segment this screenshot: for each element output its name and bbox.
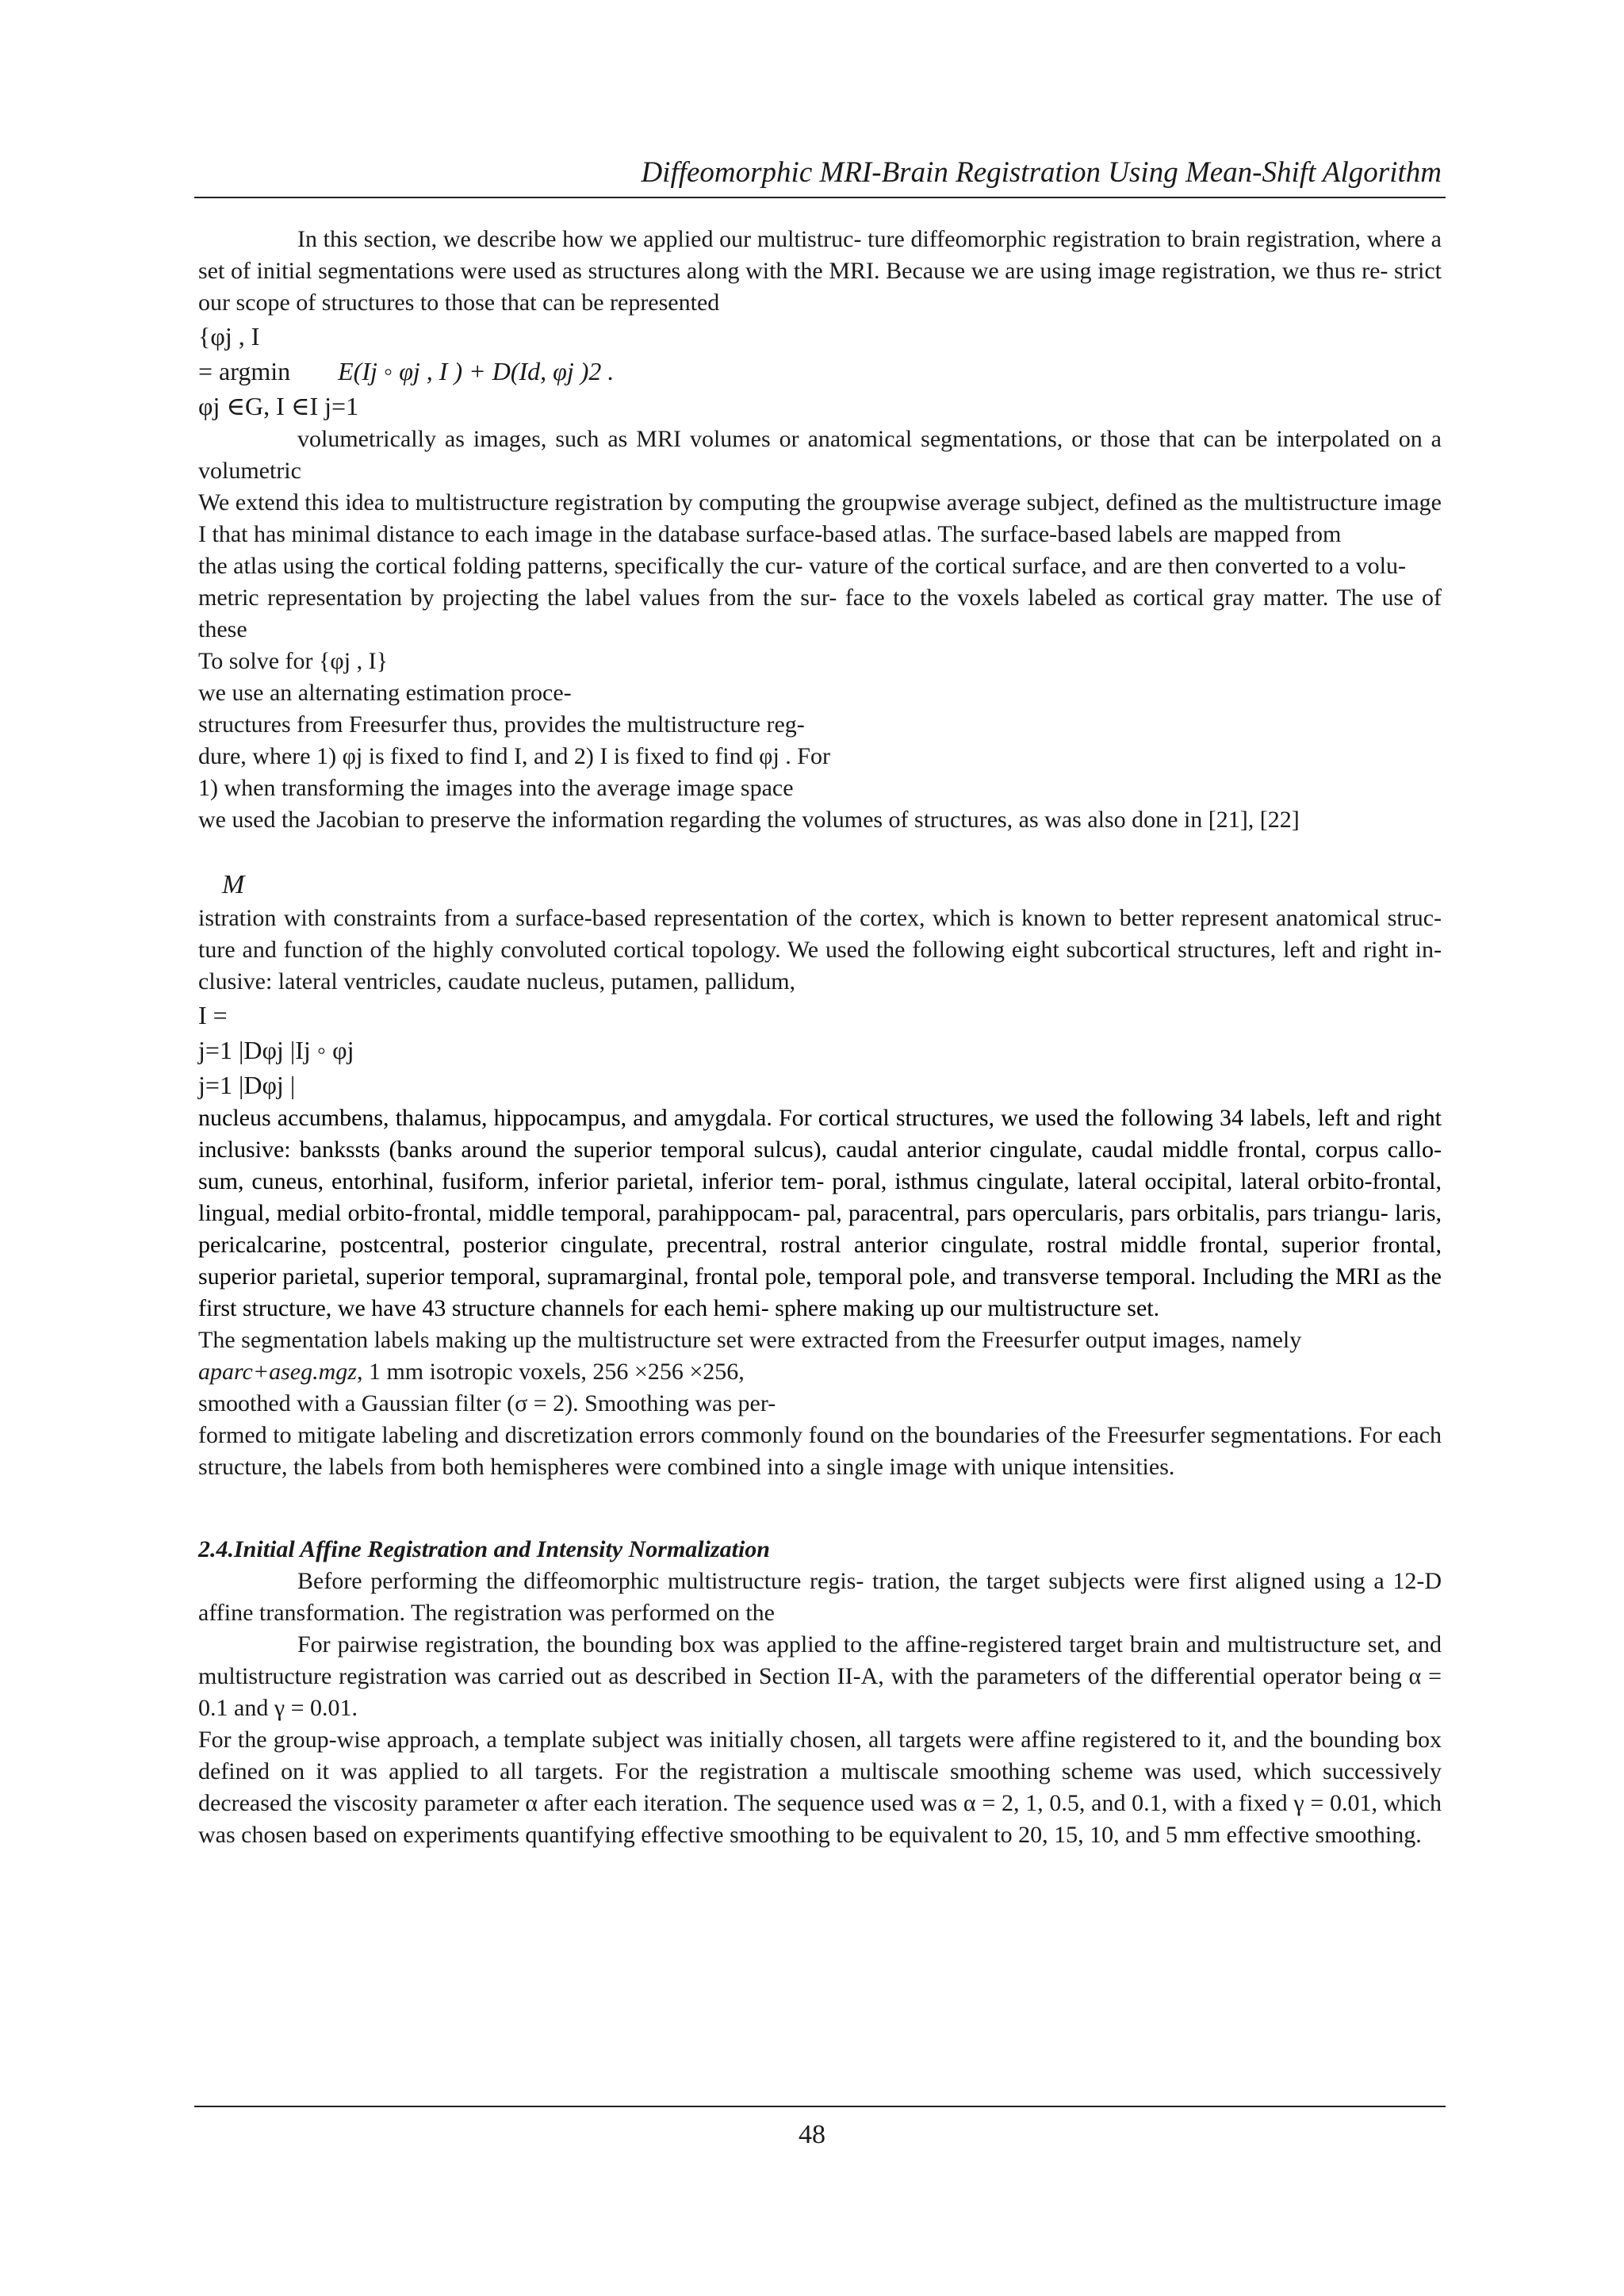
paragraph-atlas: the atlas using the cortical folding patterns, specifically the cur- vature of the cortical surface, and are then converted to a volu- xyxy=(198,553,1406,579)
equation-line-3: φj ∈G, I ∈I j=1 xyxy=(198,392,359,420)
section-heading: 2.4.Initial Affine Registration and Intensity Normalization xyxy=(198,1536,770,1562)
paragraph-pairwise: For pairwise registration, the bounding box was applied to the affine-registered target brain and multistructure set, and multistructure registration was carried out as described in Section II-A, with the parameters of the differential operator being α = 0.1 and γ = 0.01. xyxy=(198,1631,1442,1721)
paragraph-cortical-labels: nucleus accumbens, thalamus, hippocampus, and amygdala. For cortical structures, we used the following 34 labels, left and right inclusive: bankssts (banks around the superior temporal sulcus), caudal anterior cingulate, caudal middle frontal, corpus callo- sum, cuneus, entorhinal, fusiform, inferior parietal, inferior tem- poral, isthmus cingulate, lateral occipital, lateral orbito-frontal, lingual, medial orbito-frontal, middle temporal, parahippocam- pal, paracentral, pars opercularis, pars orbitalis, pars triangu- laris, pericalcarine, postcentral, posterior cingulate, precentral, rostral anterior cingulate, rostral middle frontal, superior frontal, superior parietal, superior temporal, supramarginal, frontal pole, temporal pole, and transverse temporal. Including the MRI as the first structure, we have 43 structure channels for each hemi- sphere making up our multistructure set. xyxy=(198,1105,1442,1321)
paragraph-affine: Before performing the diffeomorphic multistructure regis- tration, the target subjects were first aligned using a 12-D affine transformation. The registration was performed on the xyxy=(198,1568,1442,1626)
paragraph-mitigate: formed to mitigate labeling and discretization errors commonly found on the boundaries of the Freesurfer segmentations. For each structure, the labels from both hemispheres were combined into a single image with unique intensities. xyxy=(198,1422,1442,1480)
equation-average-line-3: j=1 |Dφj | xyxy=(198,1071,296,1099)
equation-average-line-1: I = xyxy=(198,1001,228,1029)
paragraph-procedure: dure, where 1) φj is fixed to find I, and 2) I is fixed to find φj . For xyxy=(198,743,830,769)
paragraph-groupwise: We extend this idea to multistructure registration by computing the groupwise average subject, defined as the multistructure image I that has minimal distance to each image in the database surface-based atlas. The surface-based labels are mapped from xyxy=(198,489,1442,547)
equation-average xyxy=(198,998,1442,1102)
header-rule xyxy=(194,197,1446,198)
paragraph-constraints: istration with constraints from a surface-based representation of the cortex, which is known to better represent anatomical struc- ture and function of the highly convoluted cortical topology. We used the following eight subcortical structures, left and right in- clusive: lateral ventricles, caudate nucleus, putamen, pallidum, xyxy=(198,905,1442,995)
paragraph-group-wise: For the group-wise approach, a template subject was initially chosen, all targets were affine registered to it, and the bounding box defined on it was applied to all targets. For the registration a multiscale smoothing scheme was used, which successively decreased the viscosity parameter α after each iteration. The sequence used was α = 2, 1, 0.5, and 0.1, with a fixed γ = 0.01, which was chosen based on experiments quantifying effective smoothing to be equivalent to 20, 15, 10, and 5 mm effective smoothing. xyxy=(198,1727,1442,1848)
body-text xyxy=(198,224,1442,1851)
footer-rule xyxy=(194,2106,1446,2107)
paragraph-volumetric: volumetrically as images, such as MRI volumes or anatomical segmentations, or those that can be interpolated on a volumetric xyxy=(198,426,1442,484)
paragraph-freesurfer: structures from Freesurfer thus, provides the multistructure reg- xyxy=(198,711,805,738)
variable-m: M xyxy=(222,870,245,899)
paragraph-jacobian: we used the Jacobian to preserve the information regarding the volumes of structures, as was also done in [21], [22] xyxy=(198,807,1300,833)
equation-argmin xyxy=(198,319,1442,424)
page-number: 48 xyxy=(799,2120,825,2149)
paragraph-smoothed: smoothed with a Gaussian filter (σ = 2). Smoothing was per- xyxy=(198,1390,776,1416)
equation-average-line-2: j=1 |Dφj |Ij ◦ φj xyxy=(198,1036,354,1064)
running-head: Diffeomorphic MRI-Brain Registration Using Mean-Shift Algorithm xyxy=(641,156,1442,189)
paragraph-aparc-text: , 1 mm isotropic voxels, 256 ×256 ×256, xyxy=(356,1359,745,1385)
equation-line-1: {φj , I xyxy=(198,322,260,351)
paragraph-transform: 1) when transforming the images into the average image space xyxy=(198,775,794,801)
paragraph-segmentation: The segmentation labels making up the multistructure set were extracted from the Freesurfer output images, namely xyxy=(198,1327,1302,1353)
equation-argmin-label: = argmin xyxy=(198,357,291,385)
paragraph-solve: To solve for {φj , I} xyxy=(198,648,388,674)
filename: aparc+aseg.mgz xyxy=(198,1359,357,1385)
paragraph-intro: In this section, we describe how we applied our multistruc- ture diffeomorphic registration to brain registration, where a set of initial segmentations were used as structures along with the MRI. Because we are using image registration, we thus re- strict our scope of structures to those that can be represented xyxy=(198,226,1442,316)
paragraph-aparc xyxy=(198,1356,1442,1388)
equation-line-2 xyxy=(198,354,1442,389)
equation-energy: E(Ij ◦ φj , I ) + D(Id, φj )2 . xyxy=(338,357,615,385)
paragraph-alternating: we use an alternating estimation proce- xyxy=(198,680,572,706)
paragraph-metric: metric representation by projecting the label values from the sur- face to the voxels labeled as cortical gray matter. The use of these xyxy=(198,585,1442,642)
